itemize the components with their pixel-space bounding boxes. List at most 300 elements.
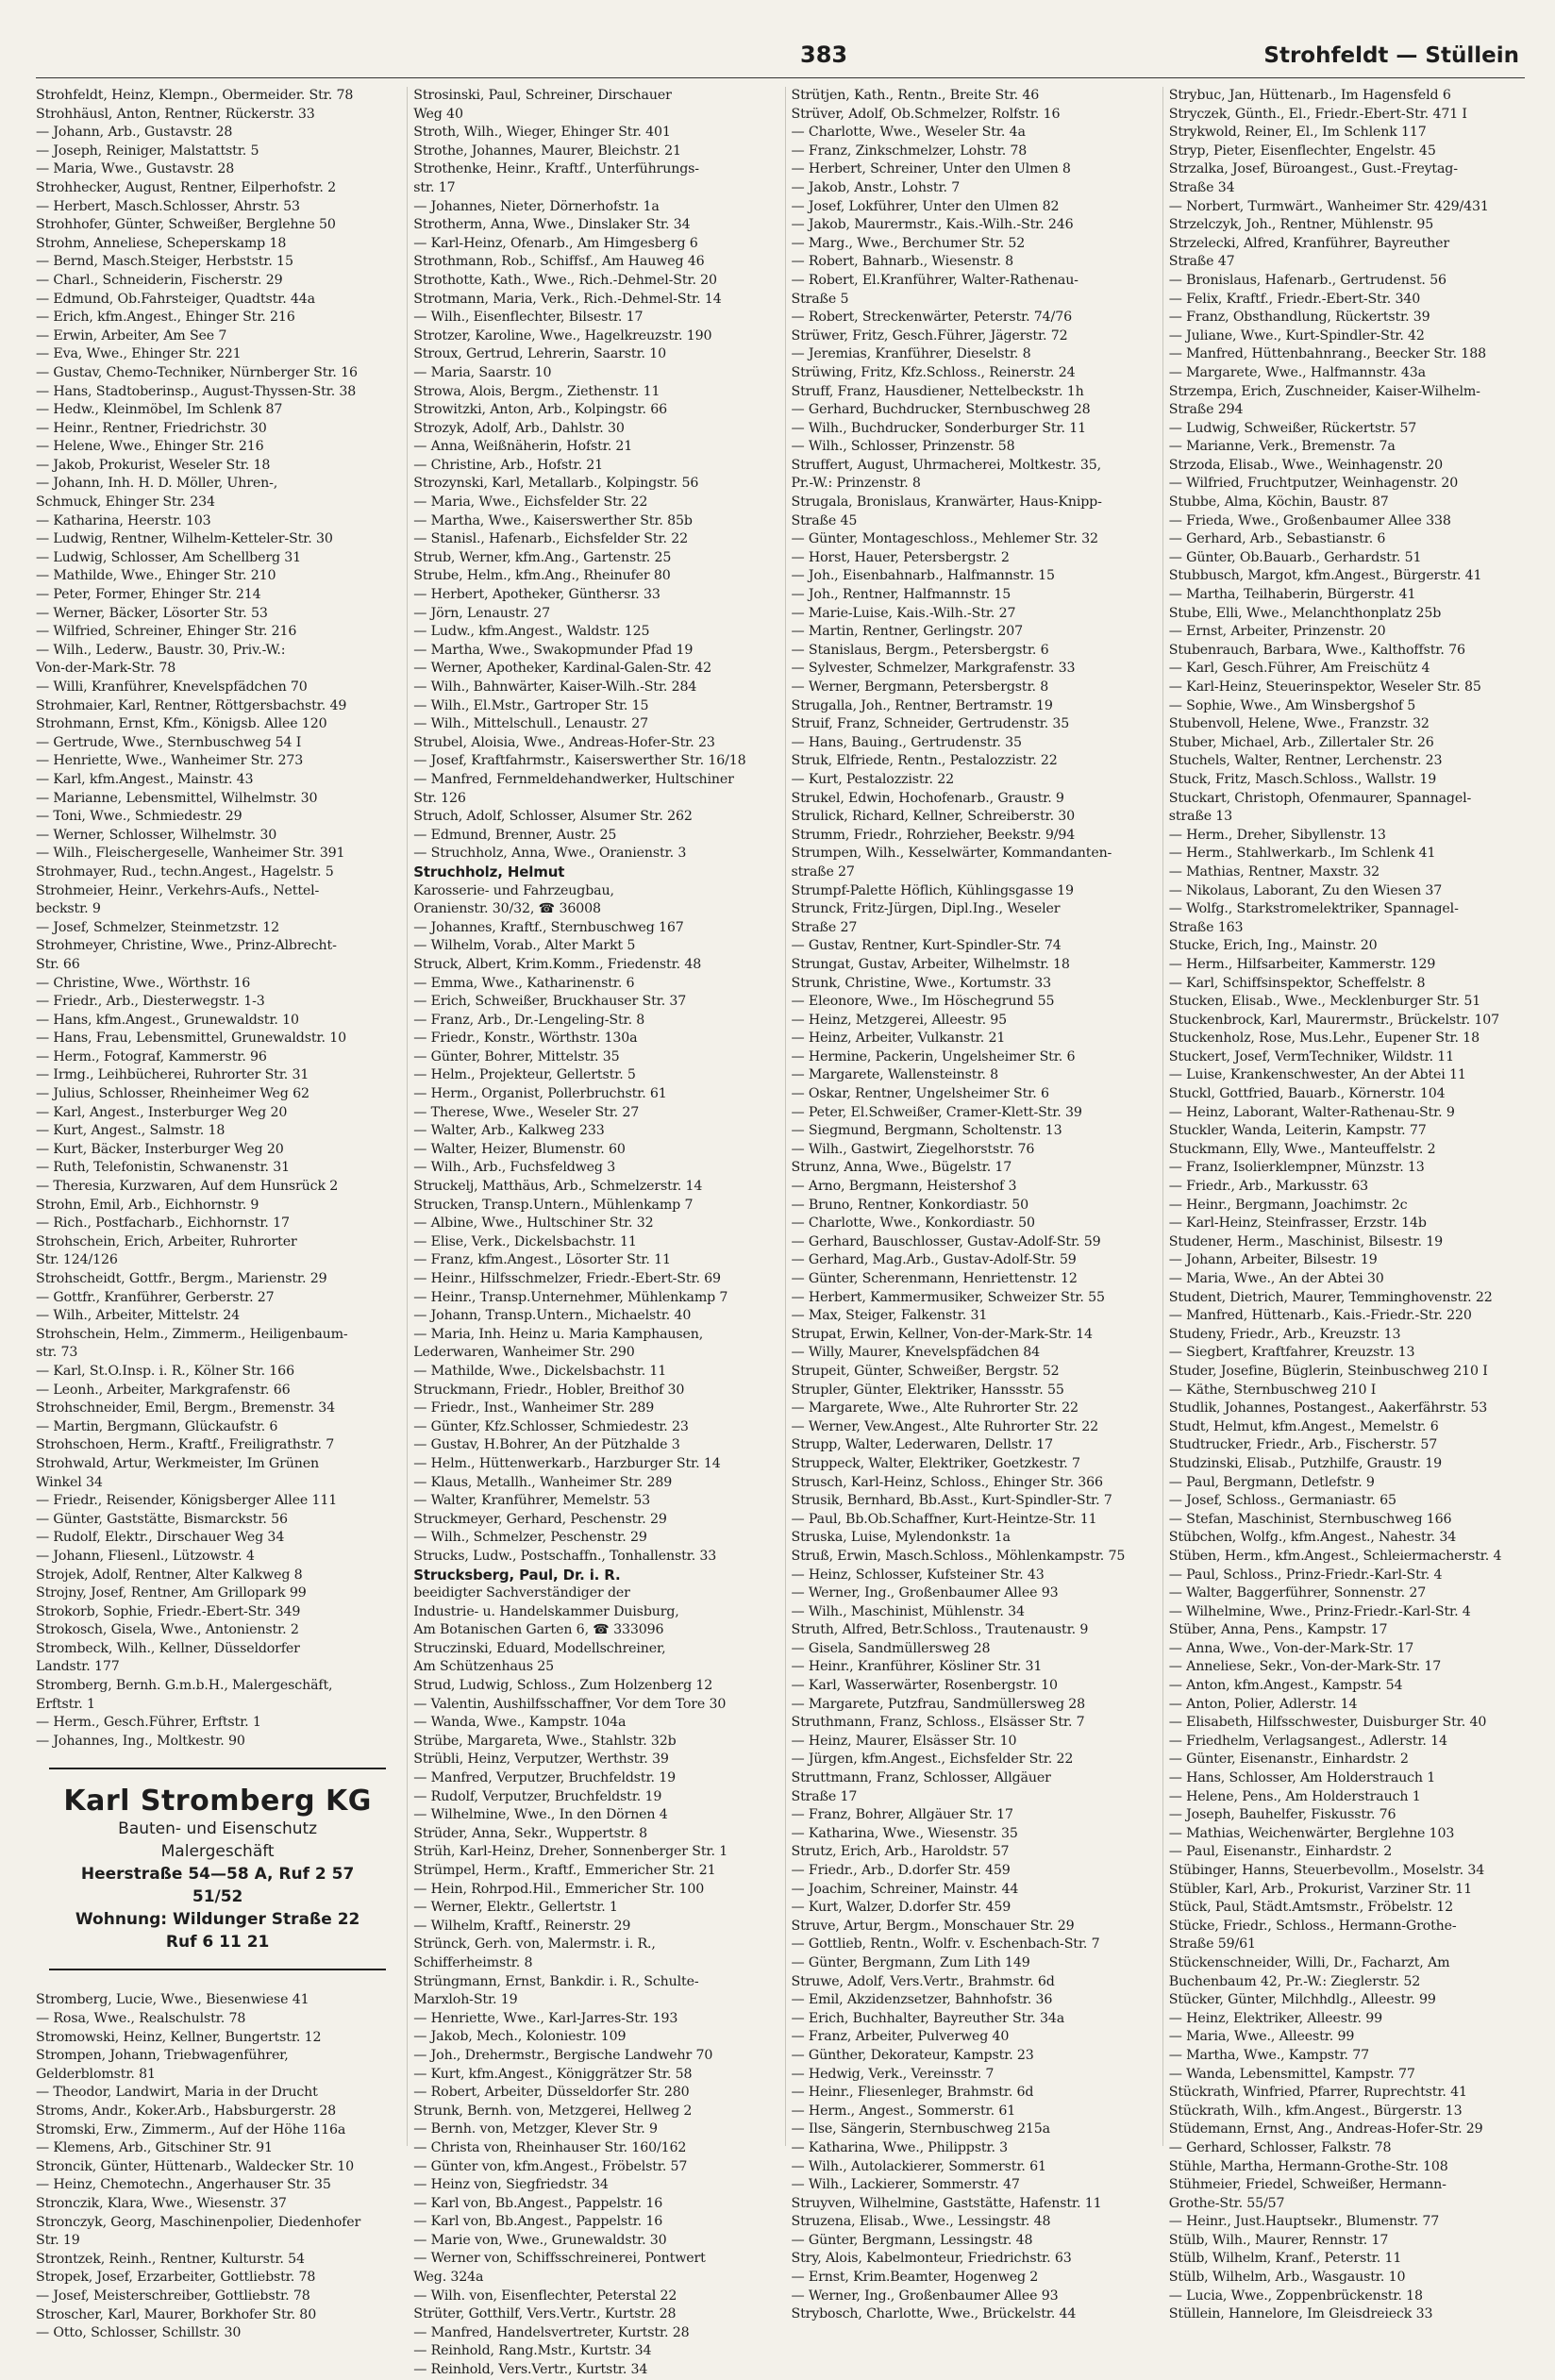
directory-entry: Stückenschneider, Willi, Dr., Facharzt, Am [1168, 1954, 1450, 1970]
directory-entry: beeidigter Sachverständiger der [413, 1585, 630, 1601]
directory-entry: Strohwald, Artur, Werkmeister, Im Grünen [36, 1455, 319, 1471]
directory-entry: — Karl-Heinz, Ofenarb., Am Himgesberg 6 [413, 235, 698, 251]
directory-entry: Stübinger, Hanns, Steuerbevollm., Moselstr. 34 [1168, 1863, 1485, 1878]
directory-entry: — Wilh., Gastwirt, Ziegelhorststr. 76 [791, 1141, 1035, 1157]
directory-entry: Am Botanischen Garten 6, ☎ 333096 [413, 1622, 664, 1638]
directory-entry: — Günter, Bergmann, Lessingstr. 48 [791, 2232, 1033, 2248]
directory-entry: — Hans, kfm.Angest., Grunewaldstr. 10 [36, 1012, 299, 1028]
directory-entry: Stuckert, Josef, VermTechniker, Wildstr. 11 [1168, 1048, 1455, 1064]
directory-entry: Strohmaier, Karl, Rentner, Röttgersbachstr. 49 [36, 697, 347, 713]
directory-entry: Straße 5 [791, 291, 849, 307]
directory-entry: — Hedwig, Verk., Vereinsstr. 7 [791, 2066, 995, 2082]
directory-entry: — Mathias, Weichenwärter, Berglehne 103 [1168, 1825, 1455, 1841]
directory-entry: Buchenbaum 42, Pr.-W.: Zieglerstr. 52 [1168, 1973, 1421, 1989]
ad-address: Heerstraße 54—58 A, Ruf 2 57 51/52 [80, 1865, 355, 1907]
directory-entry: Struwe, Adolf, Vers.Vertr., Brahmstr. 6d [791, 1973, 1055, 1989]
directory-entry: — Johann, Transp.Untern., Michaelstr. 40 [413, 1308, 692, 1324]
directory-entry: — Joseph, Reiniger, Malstattstr. 5 [36, 142, 259, 159]
directory-entry: — Willi, Kranführer, Knevelspfädchen 70 [36, 679, 308, 695]
directory-entry: — Katharina, Heerstr. 103 [36, 512, 211, 528]
directory-entry: — Herm., Fotograf, Kammerstr. 96 [36, 1048, 267, 1064]
directory-entry: — Karl von, Bb.Angest., Pappelstr. 16 [413, 2195, 663, 2211]
directory-entry: — Heinz, Laborant, Walter-Rathenau-Str. 9 [1168, 1104, 1455, 1120]
directory-entry: Stroscher, Karl, Maurer, Borkhofer Str. 80 [36, 2306, 317, 2322]
directory-entry: Strub, Werner, kfm.Ang., Gartenstr. 25 [413, 549, 672, 565]
directory-entry: Strugala, Bronislaus, Kranwärter, Haus-Knipp- [791, 494, 1102, 511]
directory-entry: — Johann, Fliesenl., Lützowstr. 4 [36, 1548, 255, 1564]
directory-entry: — Wilh., Maschinist, Mühlenstr. 34 [791, 1603, 1025, 1619]
directory-entry: — Werner, Vew.Angest., Alte Ruhrorter Str. 22 [791, 1418, 1099, 1434]
directory-entry: Stromberg, Bernh. G.m.b.H., Malergeschäft, [36, 1678, 333, 1694]
directory-entry: — Wilfried, Schreiner, Ehinger Str. 216 [36, 624, 297, 640]
directory-entry: — Hein, Rohrpod.Hil., Emmericher Str. 100 [413, 1881, 705, 1897]
directory-entry: Stückrath, Wilh., kfm.Angest., Bürgerstr. 13 [1168, 2103, 1463, 2119]
directory-entry: Stülb, Wilhelm, Kranf., Peterstr. 11 [1168, 2251, 1402, 2267]
directory-entry: Strube, Helm., kfm.Ang., Rheinufer 80 [413, 568, 671, 584]
directory-entry: — Wilh., Autolackierer, Sommerstr. 61 [791, 2158, 1046, 2174]
directory-entry: — Charlotte, Wwe., Konkordiastr. 50 [791, 1215, 1035, 1232]
directory-entry: — Günther, Dekorateur, Kampstr. 23 [791, 2047, 1034, 2063]
directory-entry: Strüver, Adolf, Ob.Schmelzer, Rolfstr. 16 [791, 106, 1061, 122]
directory-entry: — Charlotte, Wwe., Weseler Str. 4a [791, 125, 1026, 141]
directory-entry: — Wilh., Lederw., Baustr. 30, Priv.-W.: [36, 642, 286, 658]
directory-entry: — Herbert, Kammermusiker, Schweizer Str. 55 [791, 1289, 1105, 1305]
directory-entry: — Johann, Inh. H. D. Möller, Uhren-, [36, 476, 278, 492]
directory-entry: — Franz, Isolierklempner, Münzstr. 13 [1168, 1160, 1425, 1176]
directory-entry: — Werner, Ing., Großenbaumer Allee 93 [791, 2288, 1059, 2304]
directory-entry: — Maria, Wwe., Alleestr. 99 [1168, 2029, 1355, 2045]
directory-entry: — Gustav, Rentner, Kurt-Spindler-Str. 74 [791, 938, 1062, 954]
directory-entry: — Günter, Scherenmann, Henriettenstr. 12 [791, 1271, 1078, 1286]
directory-entry: Strunk, Christine, Wwe., Kortumstr. 33 [791, 975, 1052, 991]
directory-entry: — Karl-Heinz, Steuerinspektor, Weseler Str. 85 [1168, 679, 1481, 695]
directory-entry: Strohmeyer, Christine, Wwe., Prinz-Albrecht- [36, 938, 337, 954]
directory-entry: — Wilh., Arbeiter, Mittelstr. 24 [36, 1308, 241, 1324]
directory-entry: — Mathilde, Wwe., Ehinger Str. 210 [36, 568, 276, 584]
directory-entry: Stuber, Michael, Arb., Zillertaler Str. 26 [1168, 734, 1434, 750]
directory-entry: — Max, Steiger, Falkenstr. 31 [791, 1308, 988, 1324]
directory-entry: — Helene, Pens., Am Holderstrauch 1 [1168, 1788, 1421, 1804]
directory-entry: Stubbe, Alma, Köchin, Baustr. 87 [1168, 494, 1389, 511]
directory-entry: Struthmann, Franz, Schloss., Elsässer Str. 7 [791, 1715, 1085, 1731]
directory-entry: — Wilhelm, Kraftf., Reinerstr. 29 [413, 1918, 631, 1934]
directory-entry: — Jakob, Mech., Koloniestr. 109 [413, 2029, 627, 2045]
directory-entry: — Ernst, Krim.Beamter, Hogenweg 2 [791, 2270, 1039, 2286]
directory-entry: — Heinr., Fliesenleger, Brahmstr. 6d [791, 2085, 1034, 2101]
directory-entry: Strumpf-Palette Höflich, Kühlingsgasse 19 [791, 882, 1074, 898]
directory-entry: — Friedr., Inst., Wanheimer Str. 289 [413, 1400, 655, 1416]
directory-entry: Am Schützenhaus 25 [413, 1659, 554, 1675]
directory-entry: — Karl, Schiffsinspektor, Scheffelstr. 8 [1168, 975, 1426, 991]
directory-entry: — Heinz von, Siegfriedstr. 34 [413, 2177, 609, 2193]
directory-entry: — Wilh., Lackierer, Sommerstr. 47 [791, 2177, 1020, 2193]
directory-entry: Strütjen, Kath., Rentn., Breite Str. 46 [791, 88, 1040, 103]
directory-entry: Strohmayer, Rud., techn.Angest., Hagelstr. 5 [36, 863, 334, 880]
directory-entry: Str. 126 [413, 790, 466, 806]
directory-entry: Winkel 34 [36, 1474, 103, 1490]
directory-entry: Stryp, Pieter, Eisenflechter, Engelstr. 45 [1168, 142, 1436, 159]
directory-entry: — Bruno, Rentner, Konkordiastr. 50 [791, 1197, 1029, 1213]
directory-entry: — Reinhold, Vers.Vertr., Kurtstr. 34 [413, 2362, 648, 2378]
directory-entry: — Friedr., Arb., Diesterwegstr. 1-3 [36, 994, 265, 1010]
directory-entry: Strüter, Gotthilf, Vers.Vertr., Kurtstr. 28 [413, 2306, 677, 2322]
directory-entry: — Gisela, Sandmüllersweg 28 [791, 1640, 991, 1656]
directory-entry: Strontzek, Reinh., Rentner, Kulturstr. 54 [36, 2251, 305, 2267]
directory-entry: Studtrucker, Friedr., Arb., Fischerstr. 57 [1168, 1437, 1438, 1453]
directory-entry: Grothe-Str. 55/57 [1168, 2195, 1285, 2211]
directory-entry: Strombeck, Wilh., Kellner, Düsseldorfer [36, 1640, 300, 1656]
directory-entry: — Sophie, Wwe., Am Winsbergshof 5 [1168, 697, 1416, 713]
directory-entry: — Wilhelmine, Wwe., In den Dörnen 4 [413, 1807, 668, 1823]
ad-residence: Wohnung: Wildunger Straße 22 [75, 1910, 360, 1930]
directory-entry: Stubenrauch, Barbara, Wwe., Kalthoffstr. 76 [1168, 642, 1465, 658]
directory-entry: — Martha, Wwe., Swakopmunder Pfad 19 [413, 642, 694, 658]
ad-line-1: Bauten- und Eisenschutz [118, 1819, 318, 1839]
directory-entry: — Luise, Krankenschwester, An der Abtei 11 [1168, 1067, 1466, 1083]
directory-entry: Stroth, Wilh., Wieger, Ehinger Str. 401 [413, 125, 671, 141]
directory-entry: — Johannes, Kraftf., Sternbuschweg 167 [413, 919, 684, 935]
directory-entry: — Günter, Eisenanstr., Einhardstr. 2 [1168, 1751, 1409, 1768]
directory-entry: Struß, Erwin, Masch.Schloss., Möhlenkampstr. 75 [791, 1548, 1126, 1564]
page-number: 383 [800, 42, 848, 68]
directory-entry: Strohhecker, August, Rentner, Eilperhofstr. 2 [36, 179, 337, 195]
directory-entry: — Herm., Hilfsarbeiter, Kammerstr. 129 [1168, 956, 1436, 972]
directory-entry: — Horst, Hauer, Petersbergstr. 2 [791, 549, 1010, 565]
directory-entry: — Klaus, Metallh., Wanheimer Str. 289 [413, 1474, 673, 1490]
directory-entry: — Walter, Kranführer, Memelstr. 53 [413, 1493, 651, 1509]
directory-entry: — Gertrude, Wwe., Sternbuschweg 54 I [36, 734, 302, 750]
directory-entry: Struckelj, Matthäus, Arb., Schmelzerstr. 14 [413, 1179, 703, 1195]
directory-entry: Strucks, Ludw., Postschaffn., Tonhallenstr. 33 [413, 1548, 717, 1564]
directory-entry: Weg. 324a [413, 2270, 484, 2286]
directory-entry: — Kurt, Bäcker, Insterburger Weg 20 [36, 1141, 284, 1157]
directory-entry: — Marianne, Verk., Bremenstr. 7a [1168, 439, 1396, 455]
directory-entry: Strusik, Bernhard, Bb.Asst., Kurt-Spindler-Str. 7 [791, 1493, 1112, 1509]
directory-entry: Struth, Alfred, Betr.Schloss., Trautenaustr. 9 [791, 1622, 1089, 1638]
directory-entry: — Hedw., Kleinmöbel, Im Schlenk 87 [36, 402, 283, 418]
directory-entry: straße 13 [1168, 809, 1233, 825]
directory-entry: — Herm., Angest., Sommerstr. 61 [791, 2103, 1016, 2119]
directory-entry: — Jakob, Prokurist, Weseler Str. 18 [36, 457, 271, 473]
directory-entry: Strotzer, Karoline, Wwe., Hagelkreuzstr. 190 [413, 327, 712, 344]
directory-entry: Studzinski, Elisab., Putzhilfe, Graustr. 19 [1168, 1455, 1443, 1471]
directory-entry: — Paul, Bb.Ob.Schaffner, Kurt-Heintze-Str. 11 [791, 1511, 1097, 1527]
directory-entry: — Kurt, Pestalozzistr. 22 [791, 771, 954, 787]
directory-entry: — Anton, kfm.Angest., Kampstr. 54 [1168, 1678, 1403, 1694]
directory-entry: — Theresia, Kurzwaren, Auf dem Hunsrück 2 [36, 1179, 339, 1195]
directory-entry: — Christine, Wwe., Wörthstr. 16 [36, 975, 251, 991]
directory-entry: — Rudolf, Verputzer, Bruchfeldstr. 19 [413, 1788, 662, 1804]
directory-entry: Strusch, Karl-Heinz, Schloss., Ehinger Str. 366 [791, 1474, 1103, 1490]
directory-entry: — Martha, Wwe., Kaiserswerther Str. 85b [413, 512, 693, 528]
directory-entry: — Gerhard, Arb., Sebastianstr. 6 [1168, 531, 1386, 547]
directory-entry: — Katharina, Wwe., Wiesenstr. 35 [791, 1825, 1018, 1841]
directory-entry: Stückrath, Winfried, Pfarrer, Ruprechtstr. 41 [1168, 2085, 1467, 2101]
column-4 [1162, 87, 1525, 2322]
directory-entry: Stromberg, Lucie, Wwe., Biesenwiese 41 [36, 1992, 309, 2008]
directory-entry: Strohmann, Ernst, Kfm., Königsb. Allee 120 [36, 716, 327, 732]
directory-entry: — Edmund, Brenner, Austr. 25 [413, 827, 617, 843]
directory-entry: — Josef, Lokführer, Unter den Ulmen 82 [791, 198, 1060, 214]
directory-entry: Strotherm, Anna, Wwe., Dinslaker Str. 34 [413, 217, 691, 233]
directory-entry: — Bernd, Masch.Steiger, Herbststr. 15 [36, 254, 293, 270]
column-3 [785, 87, 1147, 2322]
directory-entry: — Heinz, Maurer, Elsässer Str. 10 [791, 1733, 1017, 1749]
directory-entry: — Ludwig, Schweißer, Rückertstr. 57 [1168, 420, 1417, 436]
directory-entry: — Heinr., Rentner, Friedrichstr. 30 [36, 420, 267, 436]
directory-entry: — Hans, Schlosser, Am Holderstrauch 1 [1168, 1770, 1436, 1786]
directory-entry: — Walter, Heizer, Blumenstr. 60 [413, 1141, 626, 1157]
directory-entry: — Henriette, Wwe., Karl-Jarres-Str. 193 [413, 2010, 678, 2026]
directory-entry: str. 73 [36, 1345, 78, 1361]
directory-entry: — Otto, Schlosser, Schillstr. 30 [36, 2325, 242, 2341]
directory-entry: Stühle, Martha, Hermann-Grothe-Str. 108 [1168, 2158, 1448, 2174]
directory-entry: — Kurt, Walzer, D.dorfer Str. 459 [791, 1900, 1012, 1916]
directory-entry: — Kurt, kfm.Angest., Königgrätzer Str. 58 [413, 2066, 693, 2082]
directory-entry: — Martha, Wwe., Kampstr. 77 [1168, 2047, 1370, 2063]
directory-entry: — Arno, Bergmann, Heistershof 3 [791, 1179, 1017, 1195]
directory-entry: Stucke, Erich, Ing., Mainstr. 20 [1168, 938, 1378, 954]
directory-entry: — Herm., Stahlwerkarb., Im Schlenk 41 [1168, 846, 1436, 862]
directory-entry: Stülb, Wilhelm, Arb., Wasgaustr. 10 [1168, 2270, 1406, 2286]
directory-entry: beckstr. 9 [36, 901, 101, 917]
directory-entry: Stücke, Friedr., Schloss., Hermann-Grothe- [1168, 1918, 1457, 1934]
directory-entry: — Robert, El.Kranführer, Walter-Rathenau- [791, 272, 1078, 288]
advertisement-box [49, 1768, 386, 1970]
column-1 [36, 87, 392, 2341]
directory-entry: Strunk, Bernh. von, Metzgerei, Hellweg 2 [413, 2103, 693, 2119]
directory-entry: — Eleonore, Wwe., Im Höschegrund 55 [791, 994, 1055, 1010]
directory-entry: Strzoda, Elisab., Wwe., Weinhagenstr. 20 [1168, 457, 1443, 473]
directory-entry: — Gerhard, Buchdrucker, Sternbuschweg 28 [791, 402, 1091, 418]
directory-entry: — Herm., Gesch.Führer, Erftstr. 1 [36, 1715, 261, 1731]
directory-entry: straße 27 [791, 863, 855, 880]
directory-entry: — Josef, Schloss., Germaniastr. 65 [1168, 1493, 1396, 1509]
directory-entry: — Heinr., Transp.Unternehmer, Mühlenkamp 7 [413, 1289, 728, 1305]
directory-entry: Strüder, Anna, Sekr., Wuppertstr. 8 [413, 1825, 647, 1841]
directory-entry: — Johann, Arb., Gustavstr. 28 [36, 125, 233, 141]
directory-entry: — Joh., Rentner, Halfmannstr. 15 [791, 587, 1012, 603]
directory-entry: — Josef, Kraftfahrmstr., Kaiserswerther Str. 16/18 [413, 753, 746, 769]
directory-entry: — Jakob, Anstr., Lohstr. 7 [791, 179, 961, 195]
directory-entry: — Maria, Wwe., Gustavstr. 28 [36, 161, 235, 177]
directory-entry: Straße 163 [1168, 919, 1244, 935]
directory-entry: — Herbert, Masch.Schlosser, Ahrstr. 53 [36, 198, 300, 214]
directory-entry: — Erich, kfm.Angest., Ehinger Str. 216 [36, 310, 295, 326]
directory-entry: Stronczik, Klara, Wwe., Wiesenstr. 37 [36, 2195, 287, 2211]
directory-entry: Stubenvoll, Helene, Wwe., Franzstr. 32 [1168, 716, 1430, 732]
directory-entry: Erftstr. 1 [36, 1696, 95, 1712]
directory-entry: Strokorb, Sophie, Friedr.-Ebert-Str. 349 [36, 1603, 301, 1619]
directory-entry: — Robert, Arbeiter, Düsseldorfer Str. 280 [413, 2085, 690, 2101]
directory-entry: str. 17 [413, 179, 456, 195]
directory-entry: — Bernh. von, Metzger, Klever Str. 9 [413, 2121, 658, 2137]
directory-entry: — Helene, Wwe., Ehinger Str. 216 [36, 439, 264, 455]
directory-entry: — Günter, Kfz.Schlosser, Schmiedestr. 23 [413, 1418, 689, 1434]
directory-entry: — Günter, Montageschloss., Mehlemer Str. 32 [791, 531, 1098, 547]
directory-entry: — Joh., Drehermstr., Bergische Landwehr 70 [413, 2047, 713, 2063]
directory-entry: — Helm., Hüttenwerkarb., Harzburger Str. 14 [413, 1455, 721, 1471]
directory-entry: Gelderblomstr. 81 [36, 2066, 156, 2082]
directory-entry: — Heinr., Just.Hauptsekr., Blumenstr. 77 [1168, 2214, 1440, 2230]
directory-entry: — Mathilde, Wwe., Dickelsbachstr. 11 [413, 1363, 667, 1379]
directory-entry: Struve, Artur, Bergm., Monschauer Str. 29 [791, 1918, 1075, 1934]
directory-entry: — Wilh., Bahnwärter, Kaiser-Wilh.-Str. 284 [413, 679, 697, 695]
directory-entry: Strothotte, Kath., Wwe., Rich.-Dehmel-Str. 20 [413, 272, 717, 288]
directory-entry: — Maria, Wwe., Eichsfelder Str. 22 [413, 494, 648, 511]
directory-entry: Straße 47 [1168, 254, 1235, 270]
directory-entry: Stuckler, Wanda, Leiterin, Kampstr. 77 [1168, 1123, 1427, 1139]
directory-entry: — Manfred, Hüttenbahnrang., Beecker Str. 188 [1168, 346, 1486, 362]
directory-entry: Strupler, Günter, Elektriker, Hanssstr. 55 [791, 1382, 1064, 1398]
directory-entry: — Karl, St.O.Insp. i. R., Kölner Str. 166 [36, 1363, 294, 1379]
directory-entry: Strohschoen, Herm., Kraftf., Freiligrathstr. 7 [36, 1437, 335, 1453]
directory-entry: — Manfred, Hüttenarb., Kais.-Friedr.-Str. 220 [1168, 1308, 1472, 1324]
directory-entry: — Franz, Arbeiter, Pulverweg 40 [791, 2029, 1010, 2045]
directory-entry: Strüh, Karl-Heinz, Dreher, Sonnenberger Str. 1 [413, 1844, 728, 1860]
directory-entry: — Rosa, Wwe., Realschulstr. 78 [36, 2011, 246, 2027]
directory-entry: Strozynski, Karl, Metallarb., Kolpingstr. 56 [413, 476, 699, 492]
directory-entry: Strokosch, Gisela, Wwe., Antonienstr. 2 [36, 1622, 299, 1638]
directory-entry: — Albine, Wwe., Hultschiner Str. 32 [413, 1215, 654, 1232]
directory-entry: Stubbusch, Margot, kfm.Angest., Bürgerstr. 41 [1168, 568, 1482, 584]
directory-entry: Stücker, Günter, Milchhdlg., Alleestr. 99 [1168, 1992, 1436, 2008]
directory-entry: Str. 124/126 [36, 1252, 118, 1268]
directory-entry: Student, Dietrich, Maurer, Temminghovenstr. 22 [1168, 1289, 1493, 1305]
directory-entry: Studlik, Johannes, Postangest., Aakerfährstr. 53 [1168, 1400, 1488, 1416]
directory-entry: Strüngmann, Ernst, Bankdir. i. R., Schulte- [413, 1973, 699, 1989]
directory-entry: Straße 34 [1168, 179, 1235, 195]
directory-entry: Stuckenbrock, Karl, Maurermstr., Brückelstr. 107 [1168, 1012, 1499, 1028]
directory-entry: — Franz, Bohrer, Allgäuer Str. 17 [791, 1807, 1013, 1823]
directory-entry: — Erich, Buchhalter, Bayreuther Str. 34a [791, 2010, 1065, 2026]
directory-entry: Strümpel, Herm., Kraftf., Emmericher Str. 21 [413, 1863, 716, 1878]
directory-entry: — Werner, Elektr., Gellertstr. 1 [413, 1900, 618, 1916]
directory-entry: — Günter, Ob.Bauarb., Gerhardstr. 51 [1168, 549, 1422, 565]
directory-entry: Stüllein, Hannelore, Im Gleisdreieck 33 [1168, 2306, 1433, 2322]
directory-entry: — Werner, Ing., Großenbaumer Allee 93 [791, 1585, 1059, 1601]
directory-entry: — Lucia, Wwe., Zoppenbrückenstr. 18 [1168, 2288, 1423, 2304]
directory-entry: Strzalka, Josef, Büroangest., Gust.-Freytag- [1168, 161, 1458, 177]
directory-entry: — Joseph, Bauhelfer, Fiskusstr. 76 [1168, 1807, 1396, 1823]
directory-entry: — Robert, Streckenwärter, Peterstr. 74/76 [791, 310, 1072, 326]
directory-entry: — Günter, Bohrer, Mittelstr. 35 [413, 1048, 620, 1064]
directory-entry: Stroncik, Günter, Hüttenarb., Waldecker Str. 10 [36, 2158, 354, 2174]
directory-entry: Strzelczyk, Joh., Rentner, Mühlenstr. 95 [1168, 217, 1434, 233]
directory-entry: Stülb, Wilh., Maurer, Rennstr. 17 [1168, 2232, 1389, 2248]
directory-entry: — Ludw., kfm.Angest., Waldstr. 125 [413, 624, 650, 640]
directory-entry: — Margarete, Wwe., Alte Ruhrorter Str. 22 [791, 1400, 1078, 1416]
directory-entry: — Walter, Arb., Kalkweg 233 [413, 1123, 605, 1139]
directory-entry: Strupeit, Günter, Schweißer, Bergstr. 52 [791, 1363, 1060, 1379]
directory-entry: — Gottfr., Kranführer, Gerberstr. 27 [36, 1289, 275, 1305]
directory-entry: Strohscheidt, Gottfr., Bergm., Marienstr. 29 [36, 1271, 327, 1286]
directory-entry: — Paul, Bergmann, Detlefstr. 9 [1168, 1474, 1375, 1490]
directory-entry: Struyven, Wilhelmine, Gaststätte, Hafenstr. 11 [791, 2195, 1102, 2211]
directory-entry: — Reinhold, Rang.Mstr., Kurtstr. 34 [413, 2343, 652, 2359]
directory-entry: — Joh., Eisenbahnarb., Halfmannstr. 15 [791, 568, 1055, 584]
directory-entry: — Struchholz, Anna, Wwe., Oranienstr. 3 [413, 846, 687, 862]
directory-entry: Straße 294 [1168, 402, 1244, 418]
directory-entry: — Heinz, Schlosser, Kufsteiner Str. 43 [791, 1567, 1045, 1583]
directory-entry: Straße 27 [791, 919, 858, 935]
directory-entry: Strothenke, Heinr., Kraftf., Unterführungs- [413, 161, 699, 177]
directory-entry: — Karl, kfm.Angest., Mainstr. 43 [36, 771, 254, 787]
directory-entry: — Wanda, Lebensmittel, Kampstr. 77 [1168, 2066, 1415, 2082]
directory-entry: Struczinski, Eduard, Modellschreiner, [413, 1640, 666, 1656]
directory-entry: Marxloh-Str. 19 [413, 1992, 518, 2008]
directory-entry: Struck, Albert, Krim.Komm., Friedenstr. 48 [413, 956, 702, 972]
directory-entry: — Wilh., Eisenflechter, Bilsestr. 17 [413, 310, 644, 326]
directory-entry: Landstr. 177 [36, 1659, 120, 1675]
directory-entry: Strykwold, Reiner, El., Im Schlenk 117 [1168, 125, 1427, 141]
directory-entry: Str. 19 [36, 2233, 80, 2249]
directory-entry: Strohschein, Helm., Zimmerm., Heiligenbaum- [36, 1326, 348, 1342]
directory-entry: Strothe, Johannes, Maurer, Bleichstr. 21 [413, 142, 681, 159]
directory-entry: Strucken, Transp.Untern., Mühlenkamp 7 [413, 1197, 694, 1213]
directory-entry: — Christa von, Rheinhauser Str. 160/162 [413, 2139, 687, 2155]
directory-entry: — Paul, Eisenanstr., Einhardstr. 2 [1168, 1844, 1393, 1860]
directory-entry: Strojny, Josef, Rentner, Am Grillopark 99 [36, 1585, 307, 1601]
directory-entry: — Gottlieb, Rentn., Wolfr. v. Eschenbach-Str. 7 [791, 1936, 1100, 1953]
directory-entry: — Wilh., Fleischergeselle, Wanheimer Str. 391 [36, 846, 345, 862]
directory-entry: — Peter, Former, Ehinger Str. 214 [36, 587, 261, 603]
directory-entry: Stroms, Andr., Koker.Arb., Habsburgerstr. 28 [36, 2103, 336, 2119]
directory-entry: — Gerhard, Mag.Arb., Gustav-Adolf-Str. 59 [791, 1252, 1077, 1268]
directory-entry: Stühmeier, Friedel, Schweißer, Hermann- [1168, 2177, 1446, 2193]
directory-entry: Stromowski, Heinz, Kellner, Bungertstr. 12 [36, 2029, 322, 2045]
directory-entry: Straße 45 [791, 512, 858, 528]
directory-entry: — Hans, Frau, Lebensmittel, Grunewaldstr. 10 [36, 1031, 346, 1047]
directory-entry: — Hermine, Packerin, Ungelsheimer Str. 6 [791, 1048, 1076, 1064]
directory-entry: Strunz, Anna, Wwe., Bügelstr. 17 [791, 1160, 1012, 1176]
directory-entry: Stuckenholz, Rose, Mus.Lehr., Eupener Str. 18 [1168, 1031, 1480, 1047]
directory-entry: Stroux, Gertrud, Lehrerin, Saarstr. 10 [413, 346, 666, 362]
directory-entry: — Heinr., Kranführer, Kösliner Str. 31 [791, 1659, 1043, 1675]
directory-entry: — Emil, Akzidenzsetzer, Bahnhofstr. 36 [791, 1992, 1053, 2008]
directory-entry: Strompen, Johann, Triebwagenführer, [36, 2048, 289, 2064]
directory-entry: — Franz, Obsthandlung, Rückertstr. 39 [1168, 310, 1430, 326]
directory-entry: — Karl von, Bb.Angest., Pappelstr. 16 [413, 2214, 663, 2230]
directory-entry: Strulick, Richard, Kellner, Schreiberstr. 30 [791, 809, 1076, 825]
directory-entry: Strüwer, Fritz, Gesch.Führer, Jägerstr. 72 [791, 327, 1068, 344]
directory-entry: Strosinski, Paul, Schreiner, Dirschauer [413, 88, 672, 103]
directory-entry: — Manfred, Verputzer, Bruchfeldstr. 19 [413, 1770, 677, 1786]
directory-entry: — Siegbert, Kraftfahrer, Kreuzstr. 13 [1168, 1345, 1415, 1361]
directory-entry: Stück, Paul, Städt.Amtsmstr., Fröbelstr. 12 [1168, 1900, 1453, 1916]
directory-entry: Industrie- u. Handelskammer Duisburg, [413, 1603, 679, 1619]
directory-entry: Struch, Adolf, Schlosser, Alsumer Str. 262 [413, 809, 693, 825]
directory-entry: — Günter von, kfm.Angest., Fröbelstr. 57 [413, 2158, 688, 2174]
directory-entry: — Klemens, Arb., Gitschiner Str. 91 [36, 2140, 273, 2156]
directory-entry: — Günter, Gaststätte, Bismarckstr. 56 [36, 1511, 288, 1527]
directory-entry: — Maria, Saarstr. 10 [413, 364, 552, 380]
directory-entry: Stube, Elli, Wwe., Melanchthonplatz 25b [1168, 605, 1442, 621]
directory-entry: — Manfred, Handelsvertreter, Kurtstr. 28 [413, 2324, 690, 2340]
directory-entry: Strübli, Heinz, Verputzer, Werthstr. 39 [413, 1751, 669, 1768]
directory-entry: Struppeck, Walter, Elektriker, Goetzkestr. 7 [791, 1455, 1080, 1471]
directory-entry: — Irmg., Leihbücherei, Ruhrorter Str. 31 [36, 1067, 309, 1083]
directory-entry: — Sylvester, Schmelzer, Markgrafenstr. 33 [791, 661, 1076, 677]
directory-entry: — Heinz, Metzgerei, Alleestr. 95 [791, 1012, 1008, 1028]
directory-entry: Strzelecki, Alfred, Kranführer, Bayreuther [1168, 235, 1450, 251]
directory-entry: — Gerhard, Schlosser, Falkstr. 78 [1168, 2139, 1392, 2155]
directory-entry: — Wilhelmine, Wwe., Prinz-Friedr.-Karl-Str. 4 [1168, 1603, 1471, 1619]
directory-entry: — Wanda, Wwe., Kampstr. 104a [413, 1715, 627, 1731]
directory-entry: Pr.-W.: Prinzenstr. 8 [791, 476, 921, 492]
directory-entry: — Werner, Apotheker, Kardinal-Galen-Str. 42 [413, 661, 711, 677]
directory-entry: Stüber, Anna, Pens., Kampstr. 17 [1168, 1622, 1388, 1638]
